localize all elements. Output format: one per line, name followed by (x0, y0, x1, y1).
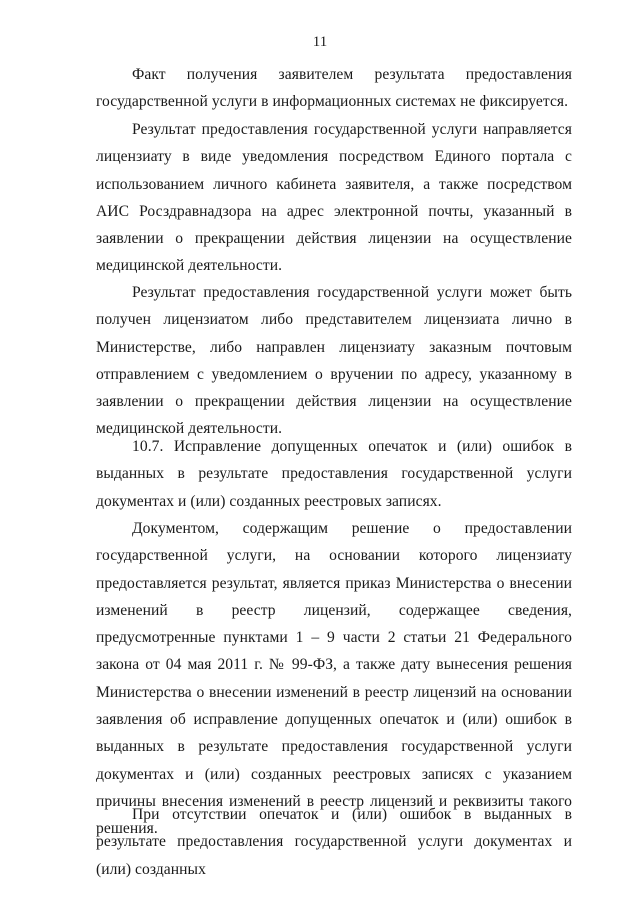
paragraph-result-delivery-portal: Результат предоставления государственной услуги направляется лицензиату в виде уведомления посредством Единого портала с использованием личного кабинета заявителя, а также посредством АИС Росздравнадзора на адрес электронной почты, указанный в заявлении о прекращении действия лицензии на осуществление медицинской деятельности. (96, 121, 572, 275)
paragraph-result-not-recorded: Факт получения заявителем результата предоставления государственной услуги в информационных системах не фиксируется. (96, 66, 572, 111)
section-heading-10-7: 10.7. Исправление допущенных опечаток и (или) ошибок в выданных в результате предоставления государственной услуги документах и (или) созданных реестровых записях. (96, 438, 572, 510)
paragraph-result-delivery-in-person: Результат предоставления государственной услуги может быть получен лицензиатом либо представителем лицензиата лично в Министерстве, либо направлен лицензиату заказным почтовым отправлением с уведомлением о вручении по адресу, указанному в заявлении о прекращении действия лицензии на осуществление медицинской деятельности. (96, 284, 572, 438)
paragraph-no-errors: При отсутствии опечаток и (или) ошибок в выданных в результате предоставления государственной услуги документах и (или) созданных (96, 806, 572, 878)
page-number: 11 (312, 34, 328, 50)
paragraph-decision-document: Документом, содержащим решение о предоставлении государственной услуги, на основании которого лицензиату предоставляется результат, является приказ Министерства о внесении изменений в реестр лицензий, содержащее сведения, предусмотренные пунктами 1 – 9 части 2 статьи 21 Федерального закона от 04 мая 2011 г. № 99-ФЗ, а также дату вынесения решения Министерства о внесении изменений в реестр лицензий на основании заявления об исправление допущенных опечаток и (или) ошибок в выданных в результате предоставления государственной услуги документах и (или) созданных реестровых записях с указанием причины внесения изменений в реестр лицензий и реквизиты такого решения. (96, 520, 572, 838)
